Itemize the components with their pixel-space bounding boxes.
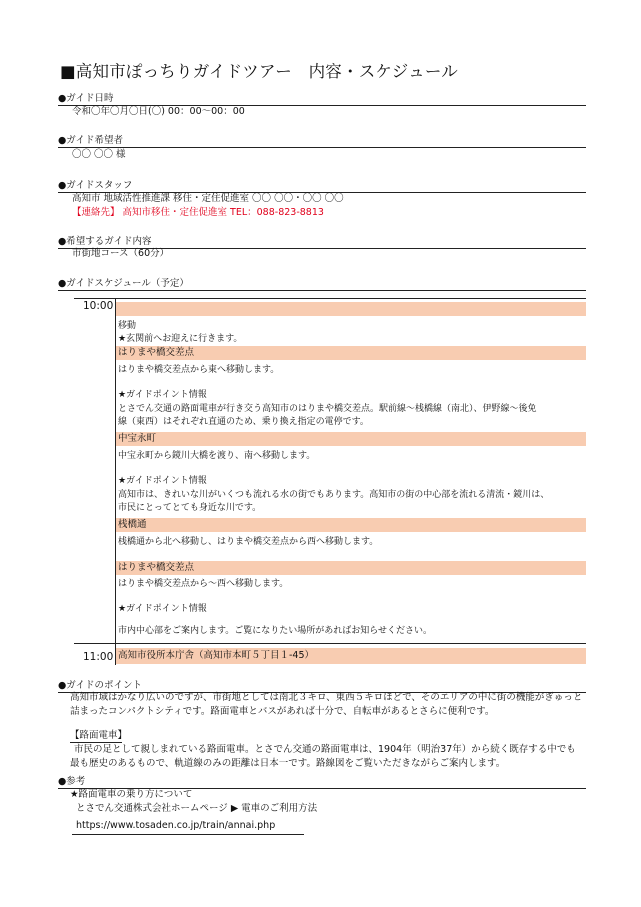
contact-line: 【連絡先】 高知市移住・定住促進室 TEL：088-823-8813 bbox=[72, 207, 324, 218]
requester-value: 〇〇 〇〇 様 bbox=[72, 149, 126, 160]
section-heading-reference: ●参考 bbox=[58, 773, 586, 789]
schedule-band: 桟橋通 bbox=[116, 518, 586, 532]
schedule-line: 線（東西）はそれぞれ直通のため、乗り換え指定の電停です。 bbox=[118, 417, 369, 427]
tram-label-underline bbox=[70, 742, 122, 743]
reference-url[interactable]: https://www.tosaden.co.jp/train/annai.php bbox=[76, 820, 276, 831]
section-heading-staff: ●ガイドスタッフ bbox=[58, 177, 586, 193]
schedule-line: 市民にとってとても身近な川です。 bbox=[118, 503, 262, 513]
schedule-line: ★玄関前へお迎えに行きます。 bbox=[118, 334, 243, 344]
schedule-line: 市内中心部をご案内します。ご覧になりたい場所があればお知らせください。 bbox=[118, 626, 433, 636]
schedule-line: ★ガイドポイント情報 bbox=[118, 390, 207, 400]
points-line: 詰まったコンパクトシティです。路面電車とバスがあれば十分で、自転車があるとさらに便利です。 bbox=[70, 706, 495, 717]
tram-label: 【路面電車】 bbox=[70, 730, 128, 741]
schedule-line: はりまや橋交差点から〜西へ移動します。 bbox=[118, 579, 289, 589]
staff-line: 高知市 地域活性推進課 移住・定住促進室 〇〇 〇〇・〇〇 〇〇 bbox=[72, 193, 344, 204]
schedule-end-rule bbox=[74, 643, 586, 644]
schedule-line: ★ガイドポイント情報 bbox=[118, 604, 207, 614]
section-heading-points: ●ガイドのポイント bbox=[58, 677, 586, 693]
content-value: 市街地コース（60分） bbox=[72, 248, 170, 259]
points-line: 高知市域はかなり広いのですが、市街地としては南北３キロ、東西５キロほどで、そのエリアの中に街の機能がぎゅっと bbox=[70, 692, 583, 703]
section-heading-content: ●希望するガイド内容 bbox=[58, 233, 586, 249]
schedule-band: はりまや橋交差点 bbox=[116, 561, 586, 575]
tram-line: 市民の足として親しまれている路面電車。とさでん交通の路面電車は、1904年（明治37年）から続く既存する中でも bbox=[74, 744, 576, 755]
section-heading-requester: ●ガイド希望者 bbox=[58, 132, 586, 148]
schedule-band-end: 高知市役所本庁舎（高知市本町５丁目１-45） bbox=[116, 648, 586, 664]
section-heading-date: ●ガイド日時 bbox=[58, 90, 586, 106]
schedule-line: 桟橋通から北へ移動し、はりまや橋交差点から西へ移動します。 bbox=[118, 537, 379, 547]
schedule-line: 移動 bbox=[118, 321, 137, 331]
start-time: 10:00 bbox=[83, 300, 114, 312]
end-time: 11:00 bbox=[83, 651, 114, 663]
guide-date-value: 令和〇年〇月〇日(〇) 00：00～00：00 bbox=[72, 106, 245, 117]
schedule-line: とさでん交通の路面電車が行き交う高知市のはりまや橋交差点。駅前線～桟橋線（南北）、伊野線～後免 bbox=[118, 404, 537, 414]
reference-line: ★路面電車の乗り方について bbox=[70, 789, 193, 800]
schedule-line: はりまや橋交差点から東へ移動します。 bbox=[118, 365, 280, 375]
schedule-line: 高知市は、きれいな川がいくつも流れる水の街でもあります。高知市の街の中心部を流れる清流・鏡川は、 bbox=[118, 490, 550, 500]
schedule-line: ★ガイドポイント情報 bbox=[118, 476, 207, 486]
schedule-band-empty bbox=[116, 302, 586, 316]
reference-url-underline bbox=[72, 834, 304, 835]
schedule-band: はりまや橋交差点 bbox=[116, 346, 586, 360]
page-title: ■高知市ぽっちりガイドツアー 内容・スケジュール bbox=[60, 62, 458, 81]
schedule-top-rule bbox=[74, 298, 586, 299]
section-heading-schedule: ●ガイドスケジュール（予定） bbox=[58, 275, 586, 291]
schedule-band: 中宝永町 bbox=[116, 432, 586, 446]
tram-line: 最も歴史のあるもので、軌道線のみの距離は日本一です。路線図をご覧いただきながらご案内します。 bbox=[70, 758, 506, 769]
schedule-line: 中宝永町から鏡川大橋を渡り、南へ移動します。 bbox=[118, 451, 316, 461]
reference-line: とさでん交通株式会社ホームページ ▶ 電車のご利用方法 bbox=[76, 803, 318, 814]
